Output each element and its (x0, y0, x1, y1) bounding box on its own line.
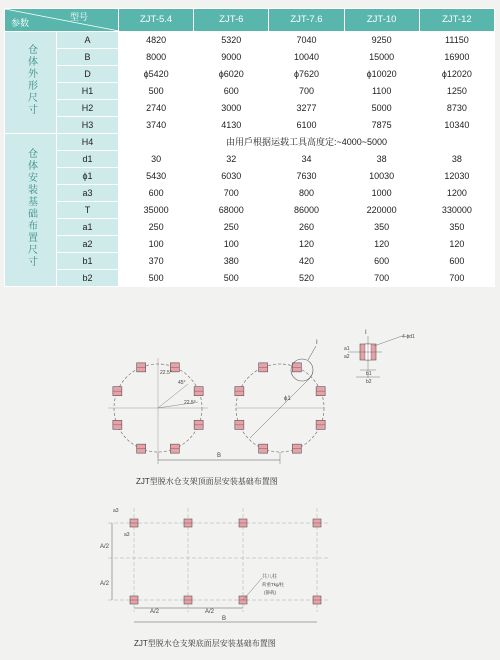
value-cell: 1250 (419, 83, 494, 100)
param-cell: A (57, 32, 119, 49)
value-cell: ϕ5420 (119, 66, 194, 83)
detail-b2: b2 (366, 379, 372, 385)
value-cell: 34 (269, 151, 344, 168)
value-cell: 500 (119, 270, 194, 287)
value-cell: 120 (419, 236, 494, 253)
value-cell: 100 (119, 236, 194, 253)
value-cell: 4130 (194, 117, 269, 134)
note-label: 荷重Tkg/柱 (262, 582, 285, 587)
angle-label: 45° (178, 380, 186, 386)
value-cell: 16900 (419, 49, 494, 66)
value-cell: 6030 (194, 168, 269, 185)
param-cell: B (57, 49, 119, 66)
value-cell: 220000 (344, 202, 419, 219)
model-header-1: ZJT-6 (194, 9, 269, 32)
param-cell: T (57, 202, 119, 219)
detail-a2: a2 (344, 354, 350, 360)
value-cell: 3277 (269, 100, 344, 117)
value-cell: 10340 (419, 117, 494, 134)
value-cell: 7040 (269, 32, 344, 49)
value-cell: 10040 (269, 49, 344, 66)
value-cell: 9250 (344, 32, 419, 49)
value-cell: 3000 (194, 100, 269, 117)
a3-label: a3 (124, 532, 130, 538)
note-label: (静载) (264, 590, 276, 595)
callout-leader (308, 346, 316, 360)
diagram2-caption: ZJT型脱水仓支架底面层安装基础布置图 (134, 639, 276, 648)
value-cell: 5000 (344, 100, 419, 117)
value-cell: 700 (419, 270, 494, 287)
value-cell: 30 (119, 151, 194, 168)
value-cell: 600 (344, 253, 419, 270)
value-cell: 700 (194, 185, 269, 202)
value-cell: 250 (119, 219, 194, 236)
param-cell: a3 (57, 185, 119, 202)
group2-label-text: 仓体安装基础布置尺寸 (25, 147, 37, 268)
value-cell: 68000 (194, 202, 269, 219)
value-cell: 7875 (344, 117, 419, 134)
value-cell: ϕ10020 (344, 66, 419, 83)
param-cell: H1 (57, 83, 119, 100)
value-cell: 700 (344, 270, 419, 287)
bottom-layer-foundation-diagram (100, 508, 330, 622)
value-cell: 520 (269, 270, 344, 287)
detail-label: I (365, 330, 367, 336)
param-cell: a2 (57, 236, 119, 253)
detail-bolt-label: 4-ϕd1 (402, 334, 415, 340)
value-cell: 8730 (419, 100, 494, 117)
detail-leader (374, 336, 402, 346)
value-cell: 1000 (344, 185, 419, 202)
dim-label: A/2 (100, 544, 110, 550)
phi1-label: ϕ1 (284, 396, 291, 402)
dim-label: B (222, 616, 227, 622)
dim-B-label: B (217, 453, 222, 459)
param-cell: H2 (57, 100, 119, 117)
model-header-2: ZJT-7.6 (269, 9, 344, 32)
value-cell: 250 (194, 219, 269, 236)
param-cell: D (57, 66, 119, 83)
value-cell: 350 (419, 219, 494, 236)
value-cell: 15000 (344, 49, 419, 66)
value-cell: 700 (269, 83, 344, 100)
value-cell: 11150 (419, 32, 494, 49)
model-header-4: ZJT-12 (419, 9, 494, 32)
value-cell: 5430 (119, 168, 194, 185)
value-cell: 5320 (194, 32, 269, 49)
value-cell: 4820 (119, 32, 194, 49)
value-cell: 120 (269, 236, 344, 253)
value-cell: ϕ12020 (419, 66, 494, 83)
a3-label: a3 (113, 508, 119, 514)
dim-label: A/2 (205, 609, 215, 615)
corner-param-label: 参数 (11, 18, 30, 28)
angle-label: 22.5° (184, 400, 196, 406)
value-cell: ϕ7620 (269, 66, 344, 83)
dim-label: A/2 (150, 609, 160, 615)
value-cell: 10030 (344, 168, 419, 185)
value-cell: 1100 (344, 83, 419, 100)
value-cell: 800 (269, 185, 344, 202)
value-cell: 86000 (269, 202, 344, 219)
value-cell: 2740 (119, 100, 194, 117)
note-label: 共八柱 (262, 574, 278, 580)
detail-a1: a1 (344, 346, 350, 352)
value-cell: 370 (119, 253, 194, 270)
angle-label: 22.5° (160, 370, 172, 376)
value-cell: 500 (119, 83, 194, 100)
value-cell: 420 (269, 253, 344, 270)
value-cell: 500 (194, 270, 269, 287)
model-header-3: ZJT-10 (344, 9, 419, 32)
group1-label-text: 仓体外形尺寸 (25, 44, 37, 116)
param-cell: b1 (57, 253, 119, 270)
top-layer-foundation-diagram (108, 330, 415, 464)
param-cell: b2 (57, 270, 119, 287)
value-cell: 7630 (269, 168, 344, 185)
param-cell: a1 (57, 219, 119, 236)
dim-label: A/2 (100, 581, 110, 587)
value-cell: ϕ6020 (194, 66, 269, 83)
value-cell: 120 (344, 236, 419, 253)
value-cell: 600 (119, 185, 194, 202)
value-cell: 260 (269, 219, 344, 236)
diagram1-caption: ZJT型脱水仓支架顶面层安装基础布置图 (136, 477, 278, 486)
value-cell: 600 (194, 83, 269, 100)
param-cell: d1 (57, 151, 119, 168)
value-cell: 1200 (419, 185, 494, 202)
value-cell: 38 (344, 151, 419, 168)
value-cell: 9000 (194, 49, 269, 66)
value-cell: 38 (419, 151, 494, 168)
param-cell: H3 (57, 117, 119, 134)
note-leader (243, 578, 262, 600)
value-cell: 32 (194, 151, 269, 168)
value-cell: 330000 (419, 202, 494, 219)
param-cell: ϕ1 (57, 168, 119, 185)
value-cell: 100 (194, 236, 269, 253)
corner-model-label: 型号 (69, 12, 88, 22)
value-cell: 350 (344, 219, 419, 236)
value-cell: 600 (419, 253, 494, 270)
callout-label: I (316, 340, 318, 346)
detail-b1: b1 (366, 371, 372, 377)
value-cell: 380 (194, 253, 269, 270)
value-cell: 8000 (119, 49, 194, 66)
param-cell: H4 (57, 134, 119, 151)
value-cell: 6100 (269, 117, 344, 134)
value-cell: 35000 (119, 202, 194, 219)
h4-note: 由用戶根据运载工具高度定:~4000~5000 (119, 134, 495, 151)
value-cell: 12030 (419, 168, 494, 185)
value-cell: 3740 (119, 117, 194, 134)
model-header-0: ZJT-5.4 (119, 9, 194, 32)
